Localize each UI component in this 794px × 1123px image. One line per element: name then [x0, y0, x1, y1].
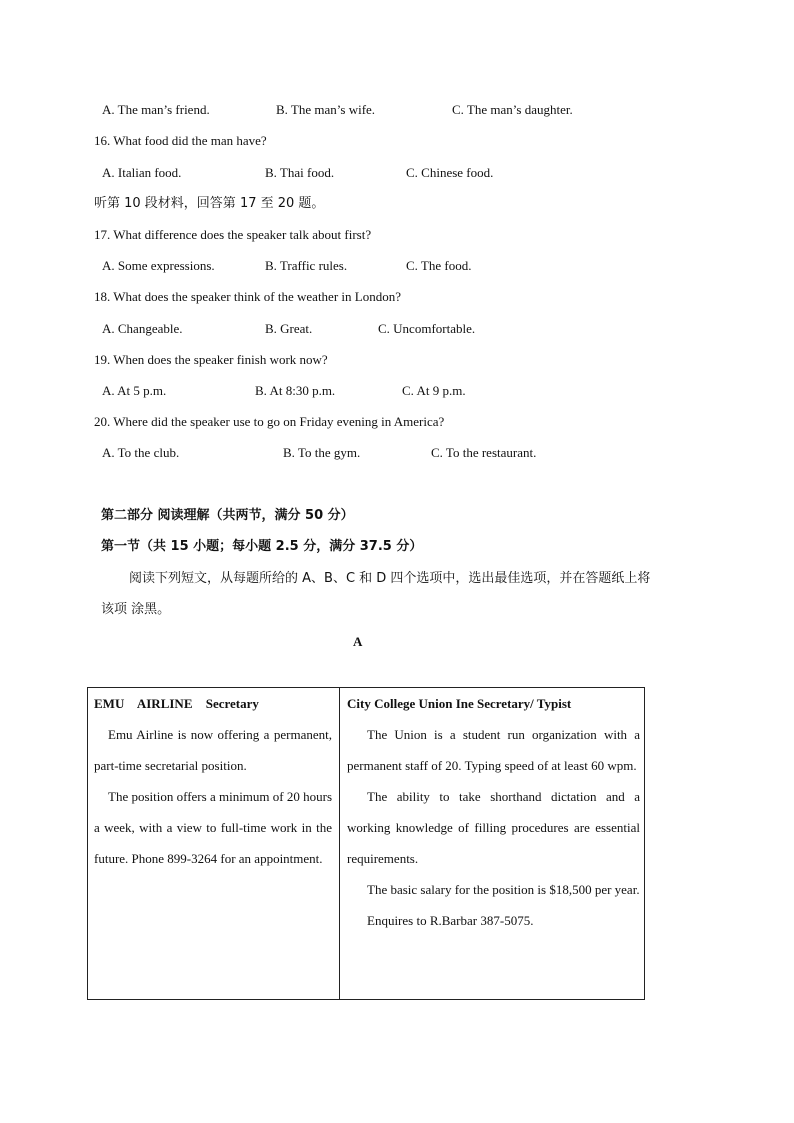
- option-c: C. The man’s daughter.: [452, 102, 573, 117]
- part-heading: 第二部分 阅读理解（共两节，满分 50 分）: [101, 508, 354, 523]
- option-b: B. To the gym.: [283, 445, 361, 460]
- option-a: A. The man’s friend.: [102, 102, 210, 117]
- option-c: C. The food.: [406, 258, 472, 273]
- option-c: C. To the restaurant.: [431, 445, 537, 460]
- option-c: C. Chinese food.: [406, 165, 494, 180]
- option-a: A. Changeable.: [102, 321, 183, 336]
- option-b: B. Thai food.: [265, 165, 335, 180]
- option-b: B. Great.: [265, 321, 313, 336]
- option-b: B. Traffic rules.: [265, 258, 348, 273]
- ad-left-paragraph: The position offers a minimum of 20 hours a week, with a view to full-time work in the future. Phone 899-3264 for an appointment.: [94, 789, 332, 866]
- ad-right-paragraph: The ability to take shorthand dictation and a working knowledge of filling procedures are essential requirements.: [347, 789, 640, 866]
- question-19-stem: 19. When does the speaker finish work now?: [94, 352, 328, 367]
- option-a: A. To the club.: [102, 445, 180, 460]
- question-17-stem: 17. What difference does the speaker talk about first?: [94, 227, 372, 242]
- question-20-stem: 20. Where did the speaker use to go on Friday evening in America?: [94, 414, 445, 429]
- option-a: A. Some expressions.: [102, 258, 215, 273]
- table-divider: [339, 688, 340, 999]
- ad-table: [87, 687, 645, 1000]
- option-b: B. At 8:30 p.m.: [255, 383, 336, 398]
- ad-right-cell: [347, 688, 640, 936]
- ad-right-paragraph: Enquires to R.Barbar 387-5075.: [367, 913, 534, 928]
- ad-right-paragraph: The Union is a student run organization with a permanent staff of 20. Typing speed of at least 60 wpm.: [347, 727, 640, 773]
- ad-left-title: EMU AIRLINE Secretary: [94, 696, 259, 711]
- reading-instruction-line2: 该项 涂黑。: [101, 602, 171, 617]
- question-18-stem: 18. What does the speaker think of the weather in London?: [94, 289, 401, 304]
- passage-label: A: [353, 634, 363, 649]
- ad-left-paragraph: Emu Airline is now offering a permanent, part-time secretarial position.: [94, 727, 332, 773]
- question-16-stem: 16. What food did the man have?: [94, 133, 267, 148]
- listening-instruction: 听第 10 段材料，回答第 17 至 20 题。: [94, 196, 325, 211]
- reading-instruction-line1: 阅读下列短文，从每题所给的 A、B、C 和 D 四个选项中，选出最佳选项，并在答题纸上将: [129, 571, 651, 586]
- ad-right-paragraph: The basic salary for the position is $18,500 per year.: [367, 882, 640, 897]
- option-a: A. Italian food.: [102, 165, 182, 180]
- ad-right-title: City College Union Ine Secretary/ Typist: [347, 696, 572, 711]
- option-c: C. Uncomfortable.: [378, 321, 476, 336]
- section-heading: 第一节（共 15 小题；每小题 2.5 分，满分 37.5 分）: [101, 539, 423, 554]
- option-c: C. At 9 p.m.: [402, 383, 466, 398]
- option-a: A. At 5 p.m.: [102, 383, 167, 398]
- option-b: B. The man’s wife.: [276, 102, 376, 117]
- ad-left-cell: [94, 688, 332, 874]
